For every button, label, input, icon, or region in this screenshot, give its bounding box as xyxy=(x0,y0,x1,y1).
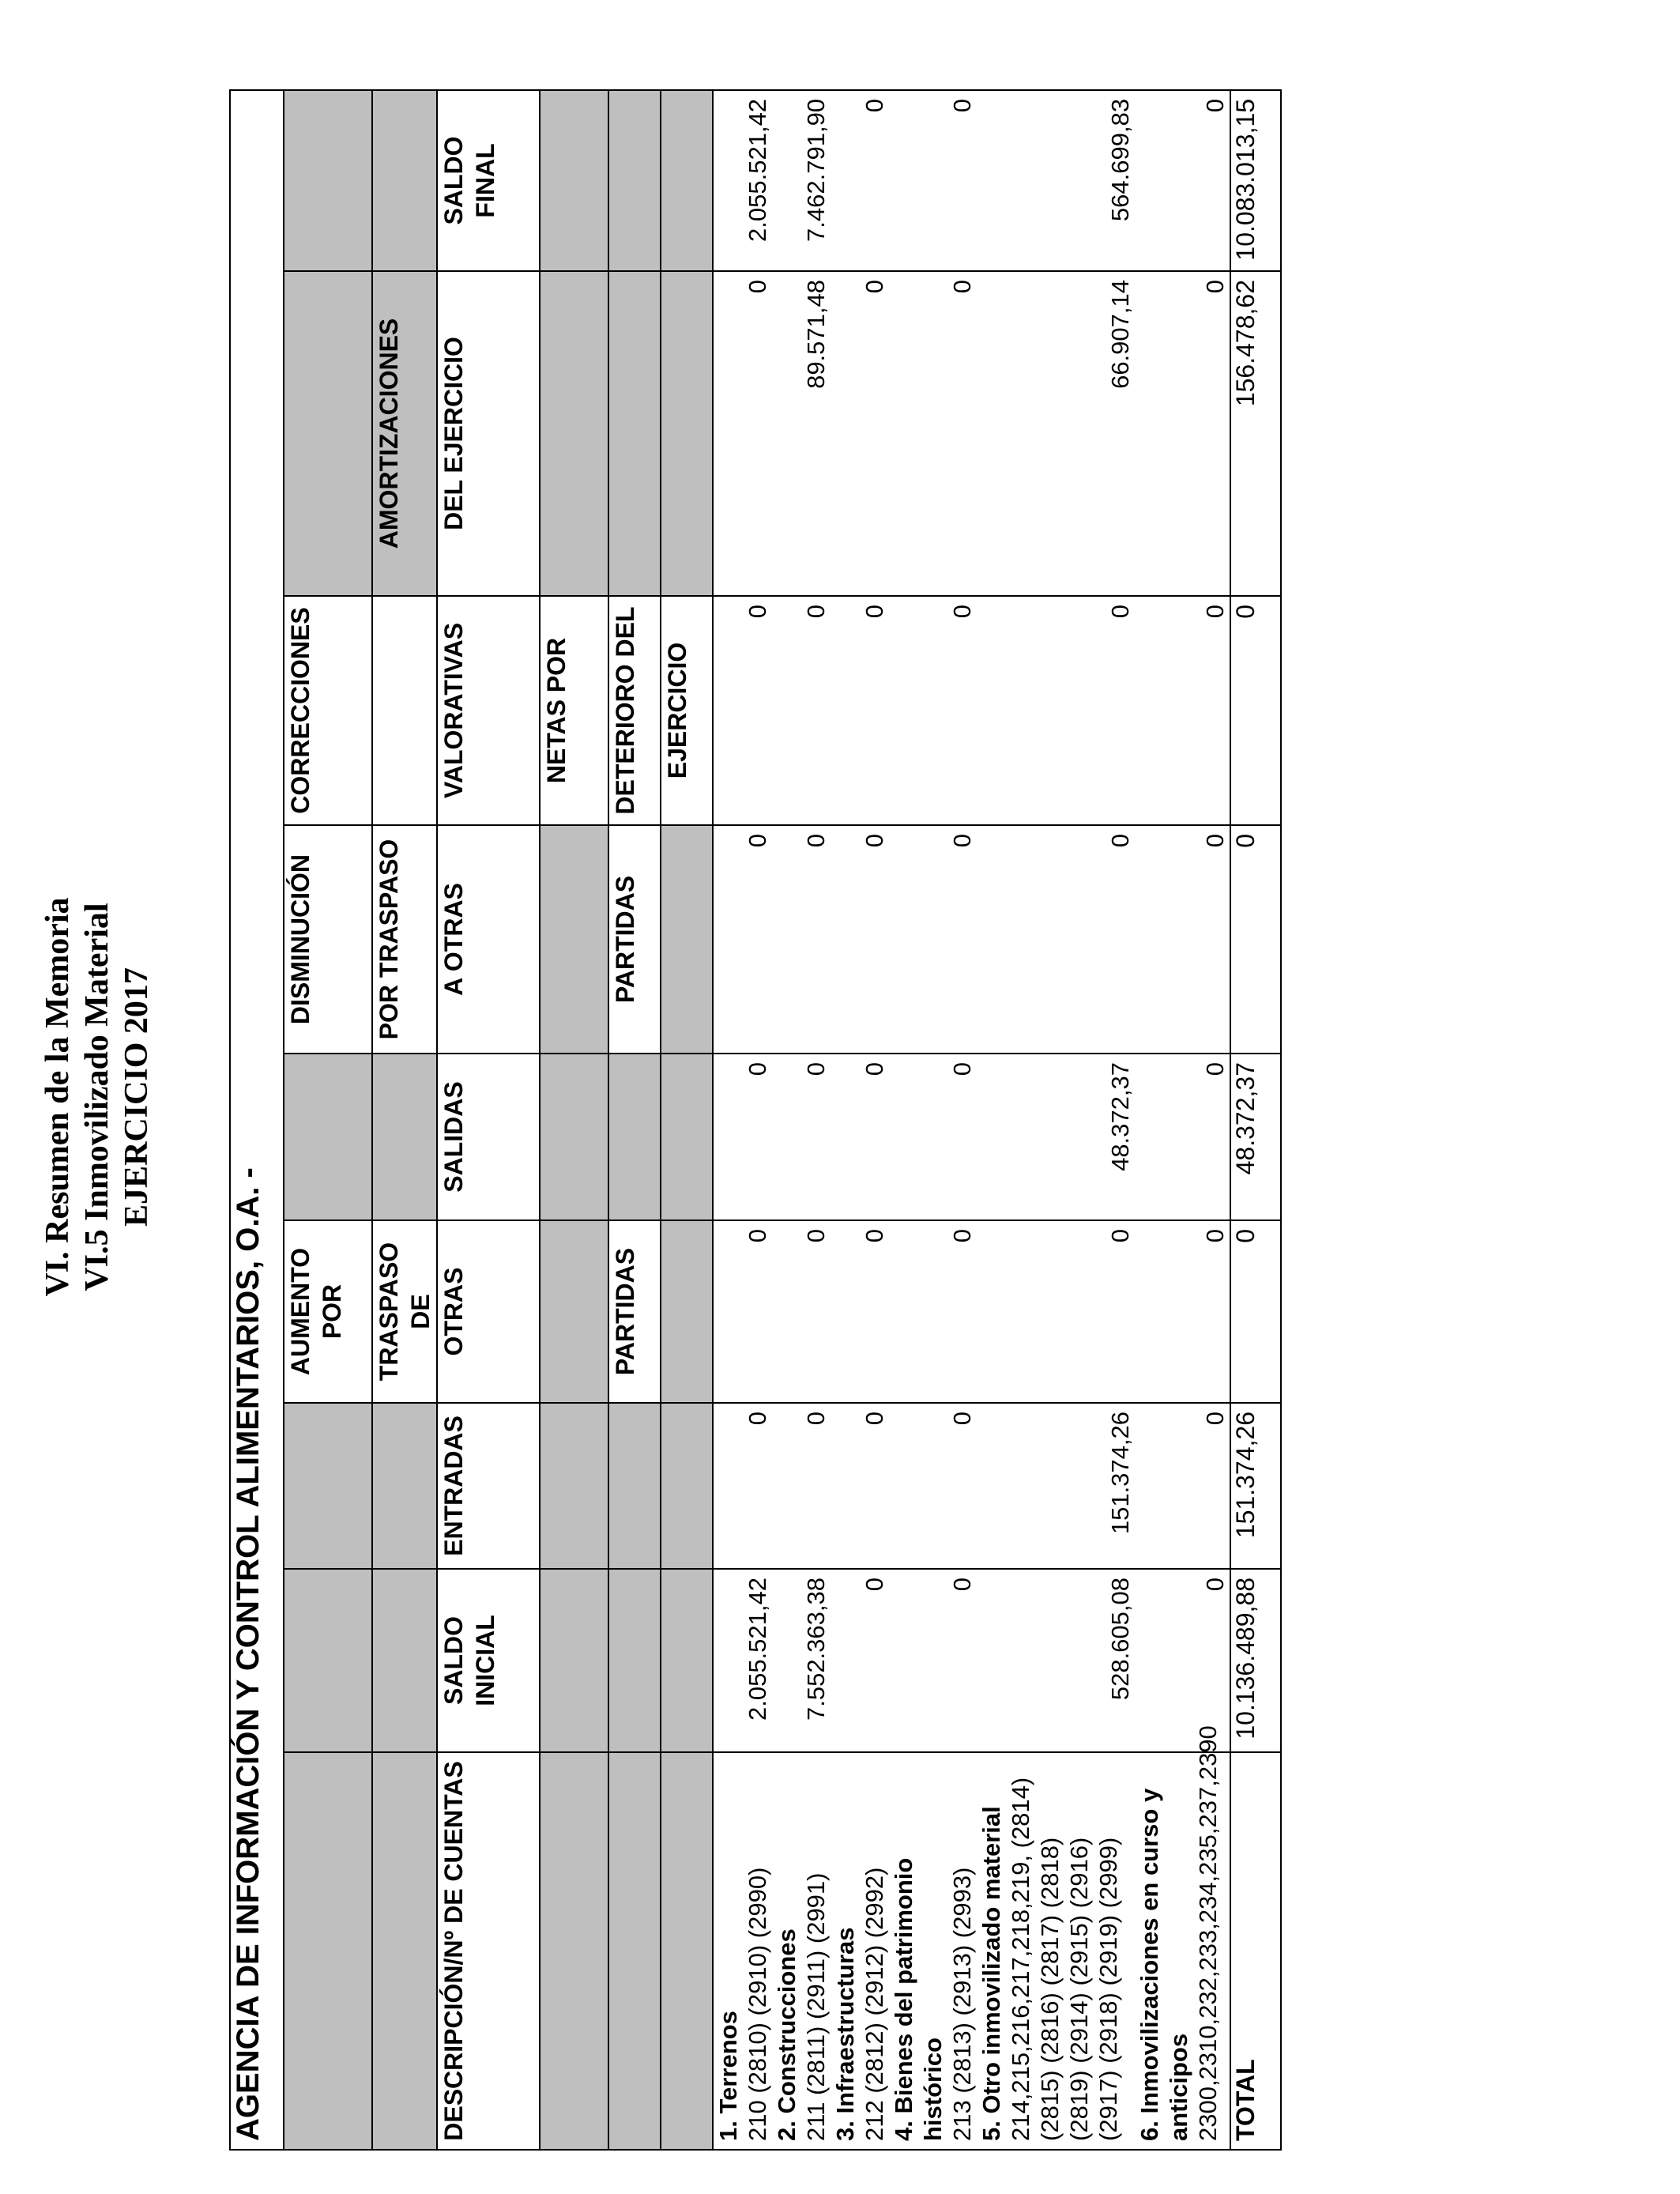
cell-correcciones: 0 xyxy=(889,596,977,825)
header-aumento-6 xyxy=(661,1220,713,1403)
row-accounts: 213 (2813) (2913) (2993) xyxy=(948,1867,976,2141)
row-category: 4. Bienes del patrimonio histórico xyxy=(890,1857,947,2141)
row-accounts: 214,215,216,217,218,219, (2814) (2815) (2816) (2817) (2818) (2819) (2914) (2915) (2916) (2917) (2918) (2919) (2999) xyxy=(1007,1777,1122,2141)
header-desc-6 xyxy=(661,1752,713,2150)
header-aumento-d: PARTIDAS xyxy=(608,1220,661,1403)
table-row xyxy=(977,90,1135,2150)
header-amort-6 xyxy=(661,271,713,596)
cell-saldo-final: 0 xyxy=(831,90,889,271)
cell-disminucion: 0 xyxy=(1135,825,1230,1054)
header-salidas-4 xyxy=(540,1054,608,1220)
cell-salidas: 0 xyxy=(713,1054,772,1220)
total-entradas: 151.374,26 xyxy=(1230,1403,1281,1569)
cell-amortizaciones: 0 xyxy=(889,271,977,596)
table-row xyxy=(1135,90,1230,2150)
header-salidas-6 xyxy=(661,1054,713,1220)
cell-saldo-final: 0 xyxy=(889,90,977,271)
row-accounts: 2300,2310,232,233,234,235,237,2390 xyxy=(1194,1725,1222,2141)
row-accounts: 212 (2812) (2912) (2992) xyxy=(861,1867,888,2141)
row-description xyxy=(977,1752,1135,2150)
cell-saldo-inicial: 7.552.363,38 xyxy=(772,1569,831,1752)
cell-disminucion: 0 xyxy=(713,825,772,1054)
header-correcciones-empty xyxy=(372,596,437,825)
header-saldo-inicial: SALDO INICIAL xyxy=(437,1569,540,1752)
row-category: 5. Otro inmovilizado material xyxy=(977,1806,1005,2141)
total-salidas: 48.372,37 xyxy=(1230,1054,1281,1220)
title-line-2: VI.5 Inmovilizado Material xyxy=(79,903,115,1291)
header-saldo-final-5 xyxy=(608,90,661,271)
table-row xyxy=(889,90,977,2150)
header-desc-2 xyxy=(372,1752,437,2150)
cell-amortizaciones: 89.571,48 xyxy=(772,271,831,596)
title-line-3: EJERCICIO 2017 xyxy=(119,967,155,1227)
header-correcciones-e: EJERCICIO xyxy=(661,596,713,825)
header-descripcion: DESCRIPCIÓN/Nº DE CUENTAS xyxy=(437,1752,540,2150)
header-saldo-inicial-2 xyxy=(372,1569,437,1752)
cell-aumento: 0 xyxy=(1135,1220,1230,1403)
header-disminucion-b: POR TRASPASO xyxy=(372,825,437,1054)
cell-correcciones: 0 xyxy=(977,596,1135,825)
header-salidas-5 xyxy=(608,1054,661,1220)
header-entradas: ENTRADAS xyxy=(437,1403,540,1569)
header-disminucion-6 xyxy=(661,825,713,1054)
inmovilizado-table xyxy=(229,89,1282,2151)
cell-saldo-final: 564.699,83 xyxy=(977,90,1135,271)
row-description xyxy=(889,1752,977,2150)
header-amortizaciones-b: DEL EJERCICIO xyxy=(437,271,540,596)
total-disminucion: 0 xyxy=(1230,825,1281,1054)
cell-saldo-inicial: 0 xyxy=(1135,1569,1230,1752)
cell-amortizaciones: 0 xyxy=(1135,271,1230,596)
cell-aumento: 0 xyxy=(772,1220,831,1403)
row-category: 2. Construcciones xyxy=(773,1928,800,2141)
cell-amortizaciones: 66.907,14 xyxy=(977,271,1135,596)
header-amort-4 xyxy=(540,271,608,596)
row-category: 3. Infraestructuras xyxy=(831,1927,859,2141)
document-title xyxy=(38,0,156,2194)
cell-correcciones: 0 xyxy=(1135,596,1230,825)
header-correcciones-b: VALORATIVAS xyxy=(437,596,540,825)
table-body xyxy=(713,90,1230,2150)
total-amortizaciones: 156.478,62 xyxy=(1230,271,1281,596)
header-saldo-final-4 xyxy=(540,90,608,271)
total-saldo-final: 10.083.013,15 xyxy=(1230,90,1281,271)
cell-saldo-inicial: 0 xyxy=(889,1569,977,1752)
cell-disminucion: 0 xyxy=(772,825,831,1054)
row-description xyxy=(831,1752,889,2150)
cell-amortizaciones: 0 xyxy=(713,271,772,596)
cell-saldo-final: 7.462.791,90 xyxy=(772,90,831,271)
cell-entradas: 0 xyxy=(772,1403,831,1569)
header-salidas-top xyxy=(284,1054,372,1220)
header-amort-5 xyxy=(608,271,661,596)
cell-aumento: 0 xyxy=(977,1220,1135,1403)
row-description xyxy=(713,1752,772,2150)
header-saldo-inicial-5 xyxy=(608,1569,661,1752)
header-salidas-2 xyxy=(372,1054,437,1220)
cell-aumento: 0 xyxy=(713,1220,772,1403)
cell-disminucion: 0 xyxy=(831,825,889,1054)
table-row xyxy=(772,90,831,2150)
cell-entradas: 0 xyxy=(1135,1403,1230,1569)
header-desc-top xyxy=(284,1752,372,2150)
header-correcciones-c: NETAS POR xyxy=(540,596,608,825)
header-aumento-a: AUMENTO POR xyxy=(284,1220,372,1403)
header-entradas-4 xyxy=(540,1403,608,1569)
cell-disminucion: 0 xyxy=(977,825,1135,1054)
cell-saldo-inicial: 528.605,08 xyxy=(977,1569,1135,1752)
header-aumento-c: OTRAS xyxy=(437,1220,540,1403)
cell-salidas: 0 xyxy=(772,1054,831,1220)
header-desc-5 xyxy=(608,1752,661,2150)
cell-salidas: 0 xyxy=(831,1054,889,1220)
cell-saldo-final: 0 xyxy=(1135,90,1230,271)
cell-saldo-inicial: 0 xyxy=(831,1569,889,1752)
table-row xyxy=(713,90,772,2150)
cell-aumento: 0 xyxy=(889,1220,977,1403)
header-correcciones-a: CORRECCIONES xyxy=(284,596,372,825)
total-aumento: 0 xyxy=(1230,1220,1281,1403)
header-entradas-2 xyxy=(372,1403,437,1569)
header-disminucion-4 xyxy=(540,825,608,1054)
header-entradas-top xyxy=(284,1403,372,1569)
header-entradas-6 xyxy=(661,1403,713,1569)
cell-correcciones: 0 xyxy=(831,596,889,825)
header-saldo-inicial-top xyxy=(284,1569,372,1752)
header-desc-4 xyxy=(540,1752,608,2150)
cell-salidas: 48.372,37 xyxy=(977,1054,1135,1220)
header-saldo-final-6 xyxy=(661,90,713,271)
cell-salidas: 0 xyxy=(1135,1054,1230,1220)
row-description xyxy=(1135,1725,1230,2150)
header-entradas-5 xyxy=(608,1403,661,1569)
row-category: 6. Inmovilizaciones en curso y anticipos xyxy=(1136,1788,1192,2141)
row-category: 1. Terrenos xyxy=(714,2011,742,2141)
header-disminucion-d: PARTIDAS xyxy=(608,825,661,1054)
header-saldo-final: SALDO FINAL xyxy=(437,90,540,271)
total-row xyxy=(1230,90,1281,2150)
cell-entradas: 151.374,26 xyxy=(977,1403,1135,1569)
cell-saldo-inicial: 2.055.521,42 xyxy=(713,1569,772,1752)
cell-entradas: 0 xyxy=(889,1403,977,1569)
total-correcciones: 0 xyxy=(1230,596,1281,825)
header-disminucion-a: DISMINUCIÓN xyxy=(284,825,372,1054)
cell-saldo-final: 2.055.521,42 xyxy=(713,90,772,271)
header-saldo-inicial-4 xyxy=(540,1569,608,1752)
header-amortizaciones: AMORTIZACIONES xyxy=(372,271,437,596)
cell-entradas: 0 xyxy=(831,1403,889,1569)
header-saldo-final-top xyxy=(284,90,372,271)
row-accounts: 211 (2811) (2911) (2991) xyxy=(802,1872,830,2141)
cell-aumento: 0 xyxy=(831,1220,889,1403)
table-row xyxy=(831,90,889,2150)
cell-disminucion: 0 xyxy=(889,825,977,1054)
header-saldo-final-2 xyxy=(372,90,437,271)
agency-name: AGENCIA DE INFORMACIÓN Y CONTROL ALIMENTARIOS, O.A. - xyxy=(230,90,284,2150)
total-label: TOTAL xyxy=(1230,1752,1281,2150)
cell-salidas: 0 xyxy=(889,1054,977,1220)
header-aumento-b: TRASPASO DE xyxy=(372,1220,437,1403)
cell-entradas: 0 xyxy=(713,1403,772,1569)
row-description xyxy=(772,1752,831,2150)
cell-correcciones: 0 xyxy=(713,596,772,825)
row-accounts: 210 (2810) (2910) (2990) xyxy=(744,1867,771,2141)
header-aumento-4 xyxy=(540,1220,608,1403)
total-saldo-inicial: 10.136.489,88 xyxy=(1230,1569,1281,1752)
cell-amortizaciones: 0 xyxy=(831,271,889,596)
header-correcciones-d: DETERIORO DEL xyxy=(608,596,661,825)
header-amort-top xyxy=(284,271,372,596)
header-disminucion-c: A OTRAS xyxy=(437,825,540,1054)
header-saldo-inicial-6 xyxy=(661,1569,713,1752)
cell-correcciones: 0 xyxy=(772,596,831,825)
header-salidas: SALIDAS xyxy=(437,1054,540,1220)
title-line-1: VI. Resumen de la Memoria xyxy=(40,897,76,1297)
